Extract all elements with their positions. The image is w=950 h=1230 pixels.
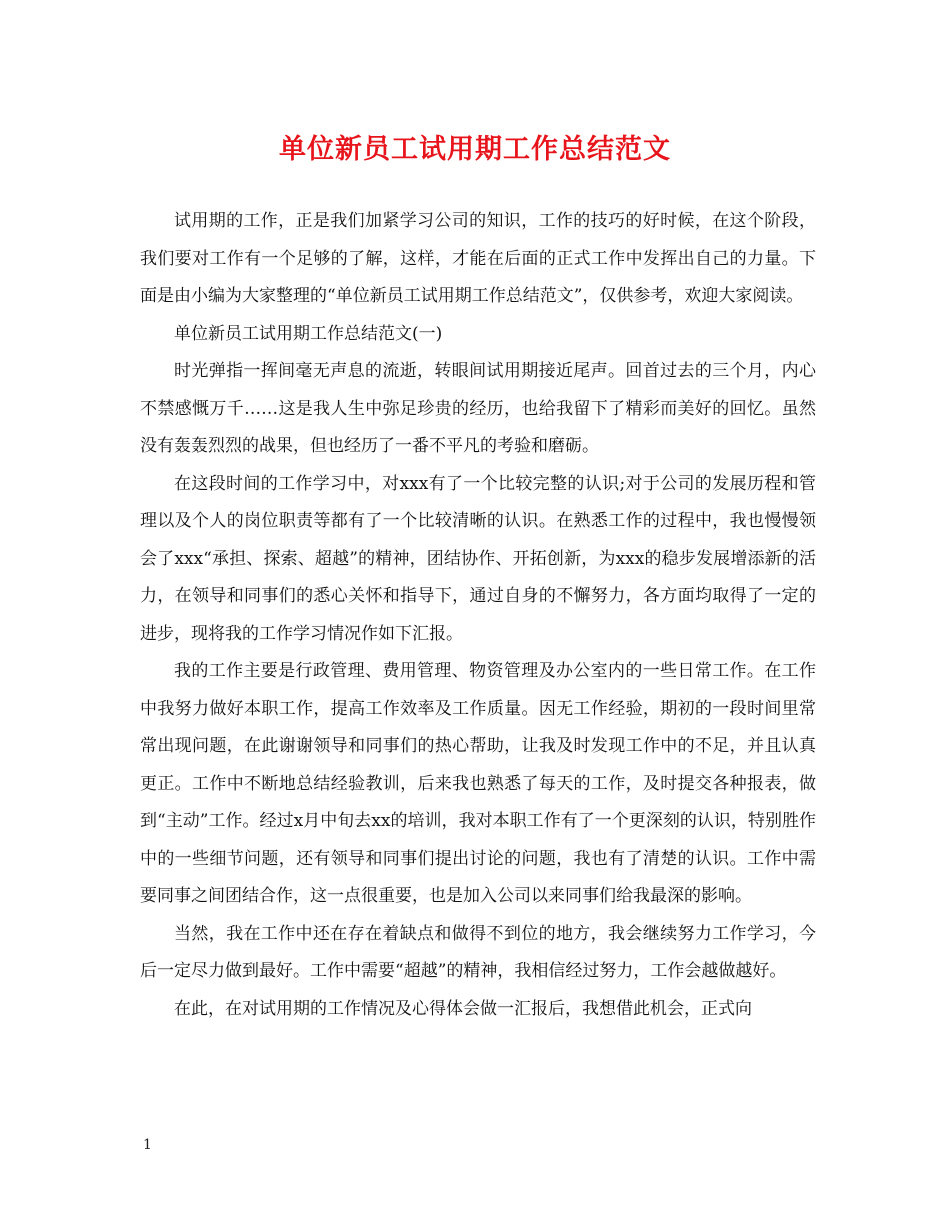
- paragraph: 在此，在对试用期的工作情况及心得体会做一汇报后，我想借此机会，正式向: [174, 998, 752, 1019]
- paragraph: 在这段时间的工作学习中，对xxx有了一个比较完整的认识;对于公司的发展历程和管理以及个人的岗位职责等都有了一个比较清晰的认识。在熟悉工作的过程中，我也慢慢领会了xxx“承担、探索、超越”的精神，团结协作、开拓创新，为xxx的稳步发展增添新的活力，在领导和同事们的悉心关怀和指导下，通过自身的不懈努力，各方面均取得了一定的进步，现将我的工作学习情况作如下汇报。: [140, 473, 816, 644]
- page-number: 1: [143, 1137, 152, 1153]
- paragraph-intro: 试用期的工作，正是我们加紧学习公司的知识，工作的技巧的好时候，在这个阶段，我们要对工作有一个足够的了解，这样，才能在后面的正式工作中发挥出自己的力量。下面是由小编为大家整理的“单位新员工试用期工作总结范文”，仅供参考，欢迎大家阅读。: [140, 211, 816, 306]
- paragraph: 当然，我在工作中还在存在着缺点和做得不到位的地方，我会继续努力工作学习，今后一定尽力做到最好。工作中需要“超越”的精神，我相信经过努力，工作会越做越好。: [140, 923, 816, 981]
- paragraph: 我的工作主要是行政管理、费用管理、物资管理及办公室内的一些日常工作。在工作中我努力做好本职工作，提高工作效率及工作质量。因无工作经验，期初的一段时间里常常出现问题，在此谢谢领导和同事们的热心帮助，让我及时发现工作中的不足，并且认真更正。工作中不断地总结经验教训，后来我也熟悉了每天的工作，及时提交各种报表，做到“主动”工作。经过x月中旬去xx的培训，我对本职工作有了一个更深刻的认识，特别胜作中的一些细节问题，还有领导和同事们提出讨论的问题，我也有了清楚的认识。工作中需要同事之间团结合作，这一点很重要，也是加入公司以来同事们给我最深的影响。: [140, 661, 816, 906]
- paragraph: 时光弹指一挥间毫无声息的流逝，转眼间试用期接近尾声。回首过去的三个月，内心不禁感慨万千……这是我人生中弥足珍贵的经历，也给我留下了精彩而美好的回忆。虽然没有轰轰烈烈的战果，但也经历了一番不平凡的考验和磨砺。: [140, 361, 816, 456]
- section-heading: 单位新员工试用期工作总结范文(一): [174, 323, 443, 344]
- document-body: [140, 203, 816, 1028]
- document-title: 单位新员工试用期工作总结范文: [279, 134, 671, 165]
